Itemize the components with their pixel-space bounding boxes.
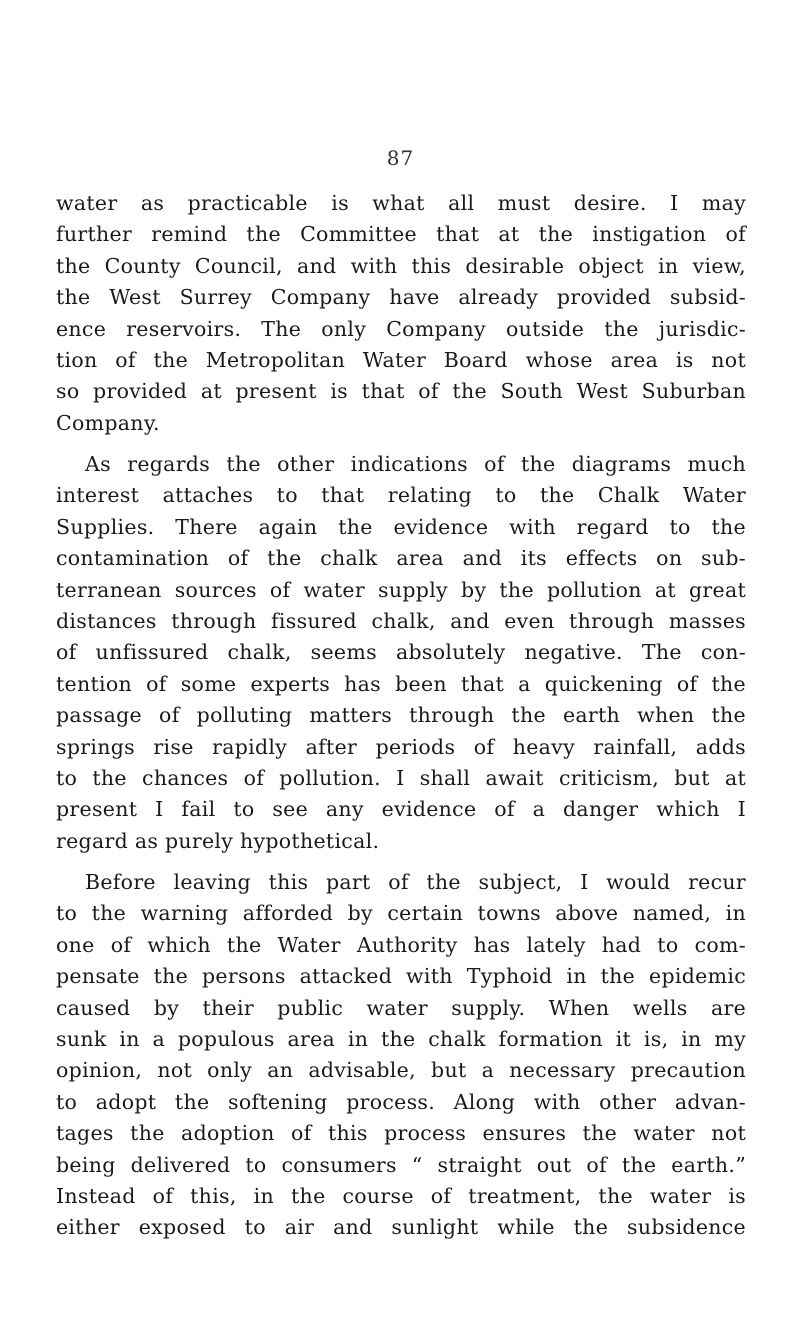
text-line: sunk in a populous area in the chalk formation it is, in my bbox=[56, 1026, 746, 1051]
text-line: passage of polluting matters through the earth when the bbox=[56, 703, 746, 728]
paragraph-1 bbox=[56, 188, 746, 439]
text-line: tages the adoption of this process ensures the water not bbox=[56, 1121, 746, 1146]
text-line: to the chances of pollution. I shall await criticism, but at bbox=[56, 765, 746, 790]
text-line: either exposed to air and sunlight while the subsidence bbox=[56, 1215, 746, 1240]
text-line: being delivered to consumers “ straight out of the earth.” bbox=[56, 1152, 746, 1177]
text-line: one of which the Water Authority has lately had to com- bbox=[56, 932, 746, 957]
text-line: regard as purely hypothetical. bbox=[56, 828, 380, 853]
text-line: to the warning afforded by certain towns above named, in bbox=[56, 901, 746, 926]
text-line: tion of the Metropolitan Water Board whose area is not bbox=[56, 347, 746, 372]
text-line: to adopt the softening process. Along with other advan- bbox=[56, 1089, 746, 1114]
text-line: tention of some experts has been that a quickening of the bbox=[56, 671, 746, 696]
text-line: Supplies. There again the evidence with regard to the bbox=[56, 514, 746, 539]
text-line: distances through fissured chalk, and even through masses bbox=[56, 608, 746, 633]
text-line: present I fail to see any evidence of a danger which I bbox=[56, 797, 746, 822]
text-line: of unfissured chalk, seems absolutely negative. The con- bbox=[56, 640, 746, 665]
text-line: caused by their public water supply. When wells are bbox=[56, 995, 746, 1020]
text-line: the County Council, and with this desirable object in view, bbox=[56, 253, 746, 278]
text-line: pensate the persons attacked with Typhoid in the epidemic bbox=[56, 964, 746, 989]
text-line: ence reservoirs. The only Company outside the jurisdic- bbox=[56, 316, 746, 341]
text-line: Before leaving this part of the subject, I would recur bbox=[85, 870, 746, 894]
text-line: opinion, not only an advisable, but a necessary precaution bbox=[56, 1058, 746, 1083]
text-line: so provided at present is that of the South West Suburban bbox=[56, 379, 746, 404]
text-line: the West Surrey Company have already provided subsid- bbox=[56, 285, 746, 310]
text-line: terranean sources of water supply by the pollution at great bbox=[56, 577, 746, 602]
text-line: Instead of this, in the course of treatment, the water is bbox=[56, 1183, 746, 1208]
paragraph-2 bbox=[56, 449, 746, 857]
text-line: further remind the Committee that at the instigation of bbox=[56, 222, 746, 247]
text-line: Company. bbox=[56, 410, 160, 435]
paragraph-3 bbox=[56, 867, 746, 1244]
text-line: contamination of the chalk area and its effects on sub- bbox=[56, 546, 746, 571]
text-line: As regards the other indications of the diagrams much bbox=[85, 452, 746, 476]
text-line: interest attaches to that relating to the Chalk Water bbox=[56, 483, 746, 508]
page-number: 87 bbox=[386, 146, 415, 170]
text-line: water as practicable is what all must desire. I may bbox=[56, 191, 746, 215]
text-line: springs rise rapidly after periods of heavy rainfall, adds bbox=[56, 734, 746, 759]
